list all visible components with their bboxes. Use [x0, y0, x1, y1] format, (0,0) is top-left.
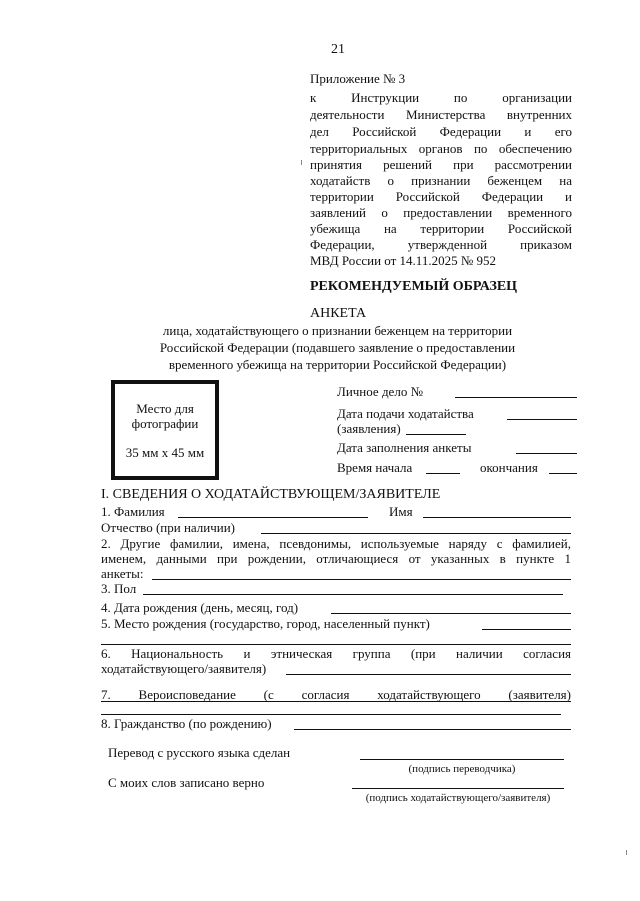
- fill-date-label: Дата заполнения анкеты: [337, 440, 472, 455]
- birth-date-label: 4. Дата рождения (день, месяц, год): [101, 600, 299, 615]
- nationality-label-2: ходатайствующего/заявителя): [101, 661, 267, 676]
- other-names-label-3: анкеты:: [101, 566, 144, 581]
- photo-size: 35 мм х 45 мм: [125, 444, 205, 460]
- religion-field[interactable]: [101, 701, 571, 702]
- photo-label: Место для: [136, 400, 194, 416]
- translation-label: Перевод с русского языка сделан: [108, 745, 291, 760]
- citizenship-field[interactable]: [294, 729, 571, 730]
- start-time-label: Время начала: [337, 460, 413, 475]
- submission-date-field[interactable]: [507, 419, 577, 420]
- appendix-line: ходатайств о признании беженцем на: [310, 173, 572, 188]
- appendix-line: территории Российской Федерации и: [310, 189, 572, 204]
- photo-label: фотографии: [131, 415, 199, 431]
- birth-date-field[interactable]: [331, 613, 571, 614]
- other-names-label-2: именем, данными при рождении, отличающиеся от указанных в пункте 1: [101, 551, 571, 566]
- sex-label: 3. Пол: [101, 581, 137, 596]
- sex-field[interactable]: [143, 594, 563, 595]
- form-subtitle-line: Российской Федерации (подавшего заявление о предоставлении: [159, 340, 516, 355]
- name-field[interactable]: [423, 517, 571, 518]
- translator-signature-field[interactable]: [360, 759, 564, 760]
- end-time-field[interactable]: [549, 473, 577, 474]
- applicant-caption: (подпись ходатайствующего/заявителя): [365, 792, 551, 804]
- nationality-field[interactable]: [286, 674, 571, 675]
- submission-date-label: Дата подачи ходатайства: [337, 406, 474, 421]
- surname-label: 1. Фамилия: [101, 504, 165, 519]
- appendix-line: Федерации, утвержденной приказом: [310, 237, 572, 252]
- submission-date-label-2: (заявления): [337, 421, 401, 436]
- page-number: 21: [331, 42, 345, 57]
- submission-date-field-2[interactable]: [406, 434, 466, 435]
- form-subtitle-line: лица, ходатайствующего о признании беженцем на территории: [162, 323, 513, 338]
- appendix-line: дел Российской Федерации и его: [310, 124, 572, 139]
- patronymic-field[interactable]: [261, 533, 571, 534]
- religion-field-2[interactable]: [101, 714, 561, 715]
- name-label: Имя: [389, 504, 413, 519]
- appendix-line: территориальных органов по обеспечению: [310, 141, 572, 156]
- section-heading: I. СВЕДЕНИЯ О ХОДАТАЙСТВУЮЩЕМ/ЗАЯВИТЕЛЕ: [101, 487, 441, 502]
- verified-label: С моих слов записано верно: [108, 775, 265, 790]
- nationality-label: 6. Национальность и этническая группа (при наличии согласия: [101, 646, 571, 661]
- personal-file-label: Личное дело №: [337, 384, 423, 399]
- appendix-line: МВД России от 14.11.2025 № 952: [310, 253, 496, 268]
- birth-place-field-2[interactable]: [101, 644, 571, 645]
- personal-file-field[interactable]: [455, 397, 577, 398]
- sample-label: РЕКОМЕНДУЕМЫЙ ОБРАЗЕЦ: [310, 279, 518, 294]
- form-title: АНКЕТА: [310, 306, 367, 321]
- birth-place-field[interactable]: [482, 629, 571, 630]
- applicant-signature-field[interactable]: [352, 788, 564, 789]
- end-time-label: окончания: [480, 460, 538, 475]
- other-names-field[interactable]: [152, 579, 571, 580]
- appendix-line: к Инструкции по организации: [310, 90, 572, 105]
- translator-caption: (подпись переводчика): [408, 763, 516, 775]
- photo-placeholder: [111, 380, 219, 480]
- birth-place-label: 5. Место рождения (государство, город, населенный пункт): [101, 616, 430, 631]
- citizenship-label: 8. Гражданство (по рождению): [101, 716, 272, 731]
- appendix-title: Приложение № 3: [310, 71, 406, 86]
- form-subtitle-line: временного убежища на территории Российской Федерации): [168, 357, 507, 372]
- start-time-field[interactable]: [426, 473, 460, 474]
- appendix-line: заявлений о предоставлении временного: [310, 205, 572, 220]
- scan-mark: [301, 160, 302, 165]
- scan-mark: [626, 850, 627, 855]
- appendix-line: убежища на территории Российской: [310, 221, 572, 236]
- appendix-line: деятельности Министерства внутренних: [310, 107, 572, 122]
- appendix-line: принятия решений при рассмотрении: [310, 157, 572, 172]
- other-names-label: 2. Другие фамилии, имена, псевдонимы, используемые наряду с фамилией,: [101, 536, 571, 551]
- religion-label: 7. Вероисповедание (с согласия ходатайствующего (заявителя): [101, 687, 571, 702]
- patronymic-label: Отчество (при наличии): [101, 520, 236, 535]
- surname-field[interactable]: [178, 517, 368, 518]
- fill-date-field[interactable]: [516, 453, 577, 454]
